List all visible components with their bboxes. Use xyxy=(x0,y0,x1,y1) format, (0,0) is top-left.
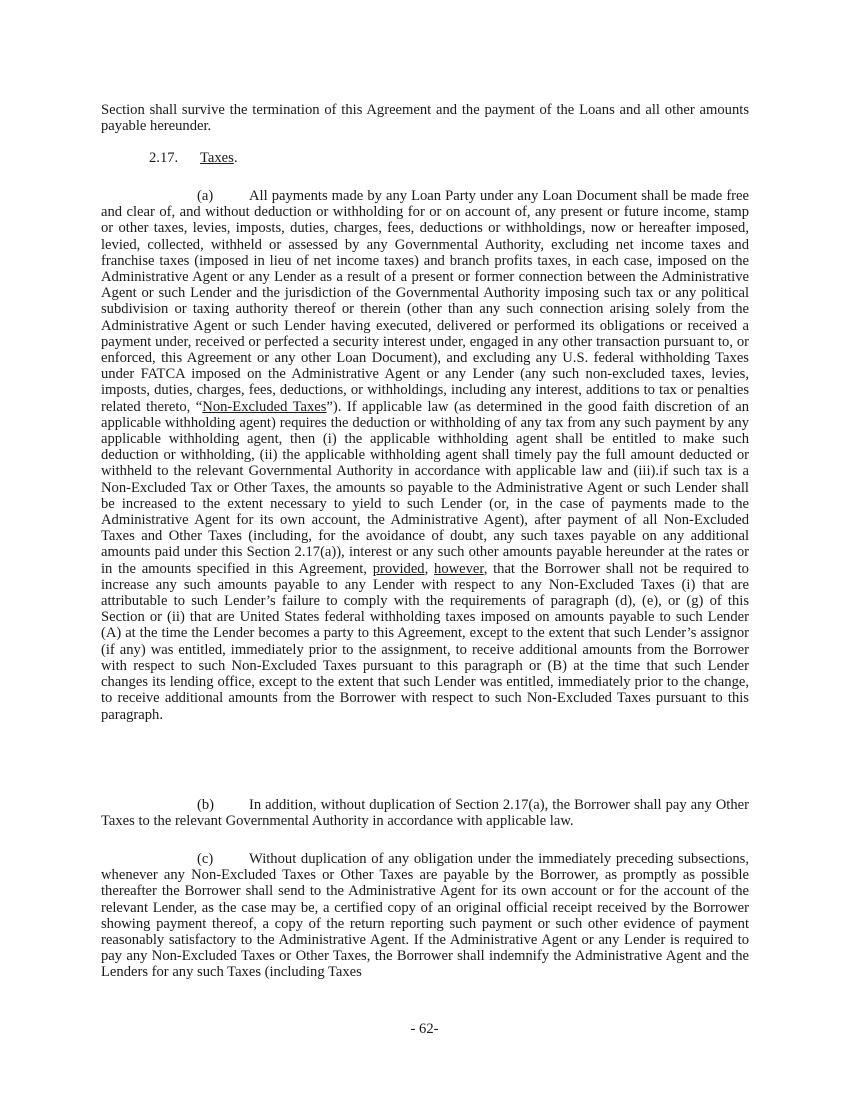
section-heading xyxy=(149,150,237,166)
continued-text: Section shall survive the termination of this Agreement and the payment of the Loans and all other amounts payable hereunder. xyxy=(101,102,749,135)
paragraph-c-label: (c) xyxy=(197,851,214,867)
section-title: Taxes xyxy=(200,150,234,166)
paragraph-b xyxy=(101,797,749,829)
paragraph-c xyxy=(101,851,749,981)
paragraph-a-text-1: All payments made by any Loan Party under any Loan Document shall be made free and clear of, and without deduction or withholding for or on account of, any present or future income, stamp or other taxes, levies, imposts, duties, charges, fees, deductions or withholdings, now or hereafter imposed, levied, collected, withheld or assessed by any Governmental Authority, excluding net income taxes and franchise taxes (imposed in lieu of net income taxes) and branch profits taxes, in each case, imposed on the Administrative Agent or any Lender as a result of a present or former connection between the Administrative Agent or such Lender and the jurisdiction of the Governmental Authority imposing such tax or any political subdivision or taxing authority thereof or therein (other than any such connection arising solely from the Administrative Agent or such Lender having executed, delivered or performed its obligations or received a payment under, received or perfected a security interest under, engaged in any other transaction pursuant to, or enforced, this Agreement or any other Loan Document), and excluding any U.S. federal withholding Taxes under FATCA imposed on the Administrative Agent or any Lender (any such non-excluded taxes, levies, imposts, duties, charges, fees, deductions, or withholdings, including any interest, additions to tax or penalties related thereto, “ xyxy=(101,188,749,415)
paragraph-c-text: Without duplication of any obligation under the immediately preceding subsections, whenever any Non-Excluded Taxes or Other Taxes are payable by the Borrower, as promptly as possible thereafter the Borrower shall send to the Administrative Agent for its own account or for the account of the relevant Lender, as the case may be, a certified copy of an original official receipt received by the Borrower showing payment thereof, a copy of the return reporting such payment or such other evidence of payment reasonably satisfactory to the Administrative Agent. If the Administrative Agent or any Lender is required to pay any Non-Excluded Taxes or Other Taxes, the Borrower shall indemnify the Administrative Agent and the Lenders for any such Taxes (including Taxes xyxy=(101,851,749,981)
paragraph-a xyxy=(101,188,749,723)
paragraph-a-text-2: ”). If applicable law (as determined in the good faith discretion of an applicable withholding agent) requires the deduction or withholding of any tax from any such payment by any applicable withholding agent, then (i) the applicable withholding agent shall be entitled to make such deduction or withholding, (ii) the applicable withholding agent shall timely pay the full amount deducted or withheld to the relevant Governmental Authority in accordance with applicable law and (iii).if such tax is a Non-Excluded Tax or Other Taxes, the amounts so payable to the Administrative Agent or such Lender shall be increased to the extent necessary to yield to such Lender (or, in the case of payments made to the Administrative Agent for its own account, the Administrative Agent), after payment of all Non-Excluded Taxes and Other Taxes (including, for the avoidance of doubt, any such taxes payable on any additional amounts paid under this Section 2.17(a)), interest or any such other amounts payable hereunder at the rates or in the amounts specified in this Agreement, xyxy=(101,398,749,577)
term-provided: provided xyxy=(372,560,425,577)
defined-term-non-excluded-taxes: Non-Excluded Taxes xyxy=(202,398,327,415)
paragraph-a-text-3: , that the Borrower shall not be required to increase any such amounts payable to any Lender with respect to any Non-Excluded Taxes (i) that are attributable to such Lender’s failure to comply with the requirements of paragraph (d), (e), or (g) of this Section or (ii) that are United States federal withholding taxes imposed on amounts payable to such Lender (A) at the time the Lender becomes a party to this Agreement, except to the extent that such Lender’s assignor (if any) was entitled, immediately prior to the assignment, to receive additional amounts from the Borrower with respect to such Non-Excluded Taxes pursuant to this paragraph or (B) at the time that such Lender changes its lending office, except to the extent that such Lender was entitled, immediately prior to the change, to receive additional amounts from the Borrower with respect to such Non-Excluded Taxes pursuant to this paragraph. xyxy=(101,560,749,723)
paragraph-a-comma: , xyxy=(424,560,435,577)
continued-paragraph xyxy=(101,102,749,134)
section-number: 2.17. xyxy=(149,150,179,166)
page-number: - 62- xyxy=(410,1021,439,1037)
section-title-period: . xyxy=(233,150,238,166)
term-however: however xyxy=(434,560,484,577)
paragraph-b-label: (b) xyxy=(197,797,215,813)
paragraph-a-label: (a) xyxy=(197,188,214,204)
paragraph-b-text: In addition, without duplication of Section 2.17(a), the Borrower shall pay any Other Taxes to the relevant Governmental Authority in accordance with applicable law. xyxy=(101,797,749,830)
